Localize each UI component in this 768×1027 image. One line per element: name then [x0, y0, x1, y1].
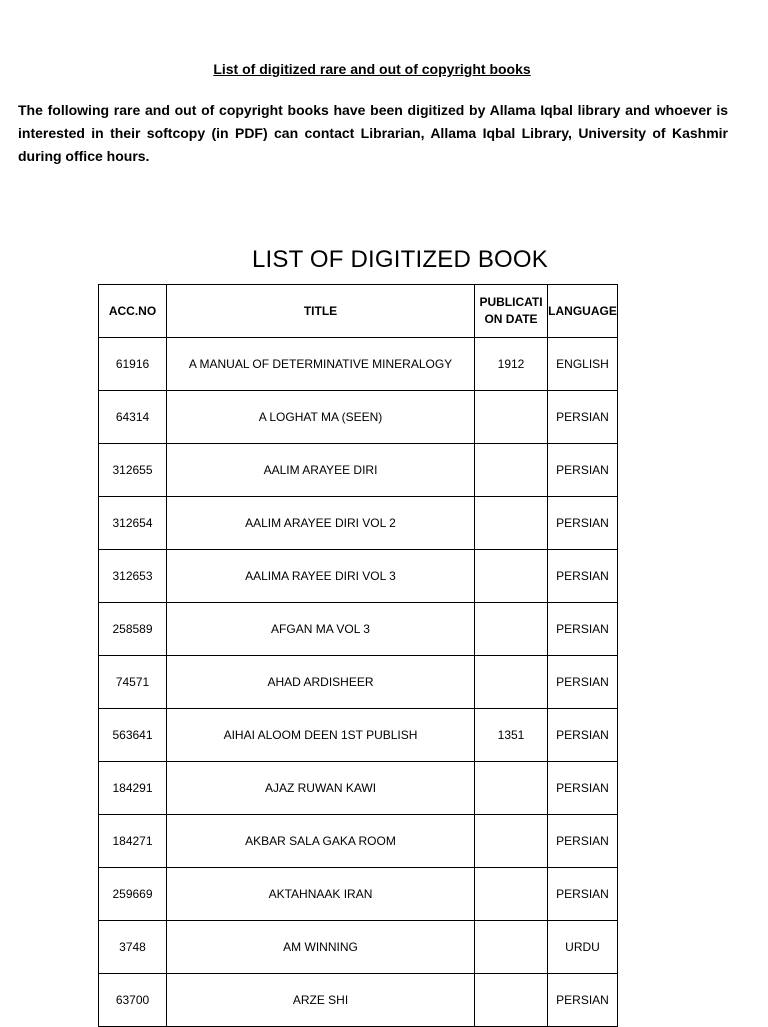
cell-language: PERSIAN: [548, 974, 618, 1027]
cell-title: AHAD ARDISHEER: [167, 656, 475, 709]
cell-publication-date: 1351: [475, 709, 548, 762]
cell-acc-no: 312653: [99, 550, 167, 603]
table-row: [99, 762, 618, 815]
cell-publication-date: [475, 815, 548, 868]
table-row: [99, 550, 618, 603]
cell-acc-no: 563641: [99, 709, 167, 762]
cell-language: PERSIAN: [548, 815, 618, 868]
cell-title: AJAZ RUWAN KAWI: [167, 762, 475, 815]
cell-title: A MANUAL OF DETERMINATIVE MINERALOGY: [167, 338, 475, 391]
document-heading: List of digitized rare and out of copyright books: [213, 61, 531, 77]
cell-acc-no: 61916: [99, 338, 167, 391]
cell-title: AM WINNING: [167, 921, 475, 974]
cell-language: PERSIAN: [548, 391, 618, 444]
cell-language: PERSIAN: [548, 656, 618, 709]
cell-title: AKTAHNAAK IRAN: [167, 868, 475, 921]
cell-publication-date: [475, 444, 548, 497]
table-row: [99, 391, 618, 444]
header-acc-no: ACC.NO: [99, 285, 167, 338]
digitized-books-table: [98, 284, 618, 1027]
table-row: [99, 444, 618, 497]
table-row: [99, 656, 618, 709]
cell-publication-date: 1912: [475, 338, 548, 391]
cell-acc-no: 259669: [99, 868, 167, 921]
intro-paragraph: The following rare and out of copyright books have been digitized by Allama Iqbal library and whoever is interested in their softcopy (in PDF) can contact Librarian, Allama Iqbal Library, University of Kashmir during office hours.: [18, 102, 728, 164]
cell-title: AIHAI ALOOM DEEN 1ST PUBLISH: [167, 709, 475, 762]
cell-acc-no: 184291: [99, 762, 167, 815]
cell-title: AFGAN MA VOL 3: [167, 603, 475, 656]
cell-language: PERSIAN: [548, 762, 618, 815]
table-row: [99, 974, 618, 1027]
cell-language: URDU: [548, 921, 618, 974]
cell-title: ARZE SHI: [167, 974, 475, 1027]
cell-publication-date: [475, 656, 548, 709]
cell-title: AALIMA RAYEE DIRI VOL 3: [167, 550, 475, 603]
table-row: [99, 868, 618, 921]
header-title: TITLE: [167, 285, 475, 338]
cell-language: PERSIAN: [548, 709, 618, 762]
table-header-row: [99, 285, 618, 338]
table-row: [99, 338, 618, 391]
cell-acc-no: 184271: [99, 815, 167, 868]
cell-title: AALIM ARAYEE DIRI: [167, 444, 475, 497]
table-row: [99, 603, 618, 656]
cell-language: PERSIAN: [548, 444, 618, 497]
cell-publication-date: [475, 497, 548, 550]
cell-title: AALIM ARAYEE DIRI VOL 2: [167, 497, 475, 550]
cell-publication-date: [475, 603, 548, 656]
cell-publication-date: [475, 550, 548, 603]
cell-title: A LOGHAT MA (SEEN): [167, 391, 475, 444]
cell-publication-date: [475, 974, 548, 1027]
cell-acc-no: 258589: [99, 603, 167, 656]
cell-acc-no: 312655: [99, 444, 167, 497]
cell-publication-date: [475, 391, 548, 444]
cell-publication-date: [475, 762, 548, 815]
cell-language: PERSIAN: [548, 868, 618, 921]
cell-acc-no: 3748: [99, 921, 167, 974]
cell-language: PERSIAN: [548, 497, 618, 550]
cell-language: PERSIAN: [548, 603, 618, 656]
cell-acc-no: 312654: [99, 497, 167, 550]
list-title: LIST OF DIGITIZED BOOK: [252, 246, 548, 273]
cell-acc-no: 64314: [99, 391, 167, 444]
cell-language: ENGLISH: [548, 338, 618, 391]
table-row: [99, 815, 618, 868]
table-row: [99, 921, 618, 974]
cell-title: AKBAR SALA GAKA ROOM: [167, 815, 475, 868]
header-publication-date: PUBLICATION DATE: [475, 285, 548, 338]
table-row: [99, 497, 618, 550]
header-language: LANGUAGE: [548, 285, 618, 338]
cell-acc-no: 63700: [99, 974, 167, 1027]
table-row: [99, 709, 618, 762]
cell-language: PERSIAN: [548, 550, 618, 603]
cell-acc-no: 74571: [99, 656, 167, 709]
cell-publication-date: [475, 921, 548, 974]
cell-publication-date: [475, 868, 548, 921]
